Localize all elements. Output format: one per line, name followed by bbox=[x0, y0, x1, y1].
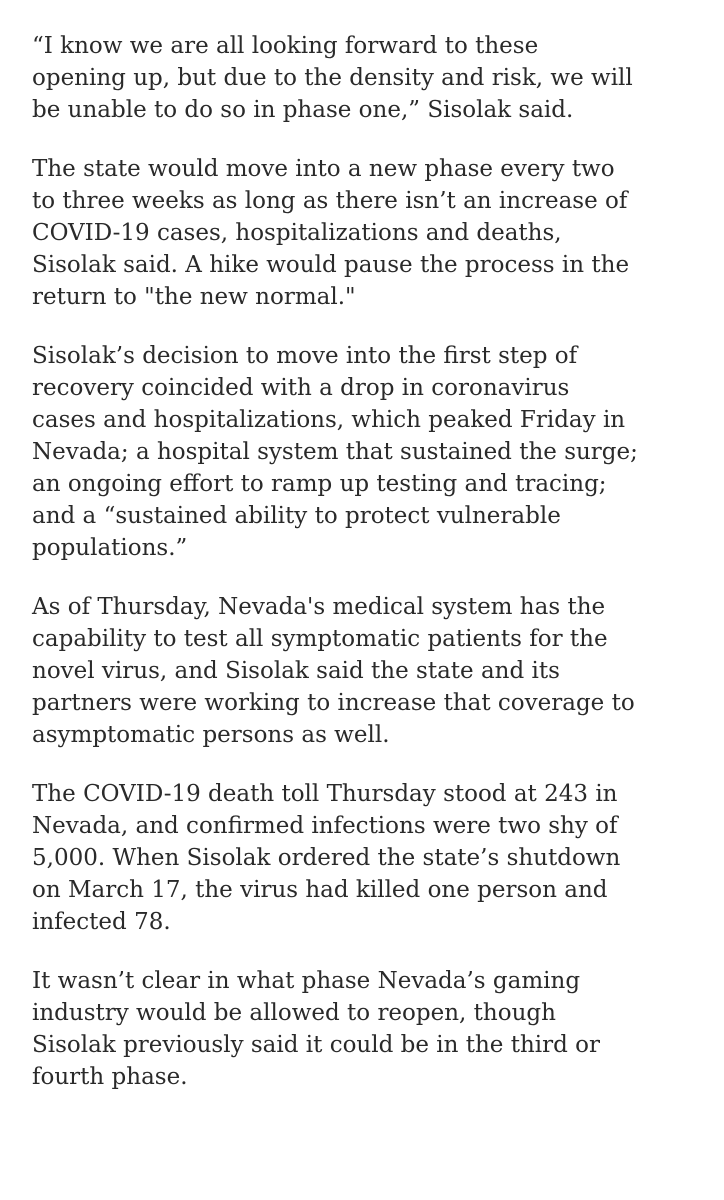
text-line: It wasn’t clear in what phase Nevada’s gaming bbox=[32, 968, 581, 994]
text-line: Sisolak’s decision to move into the first step of bbox=[32, 343, 578, 369]
article-paragraph bbox=[32, 30, 700, 126]
text-line: 5,000. When Sisolak ordered the state’s shutdown bbox=[32, 845, 621, 871]
text-line: industry would be allowed to reopen, though bbox=[32, 1000, 556, 1026]
text-line: asymptomatic persons as well. bbox=[32, 722, 390, 748]
text-line: and a “sustained ability to protect vulnerable bbox=[32, 503, 561, 529]
text-line: to three weeks as long as there isn’t an increase of bbox=[32, 188, 628, 214]
article-paragraph bbox=[32, 340, 700, 564]
text-line: recovery coincided with a drop in coronavirus bbox=[32, 375, 570, 401]
text-line: capability to test all symptomatic patients for the bbox=[32, 626, 608, 652]
text-line: be unable to do so in phase one,” Sisolak said. bbox=[32, 97, 574, 123]
text-line: return to "the new normal." bbox=[32, 284, 356, 310]
article-paragraph bbox=[32, 591, 700, 751]
text-line: Sisolak said. A hike would pause the process in the bbox=[32, 252, 630, 278]
article-paragraph bbox=[32, 153, 700, 313]
text-line: As of Thursday, Nevada's medical system has the bbox=[32, 594, 606, 620]
text-line: “I know we are all looking forward to these bbox=[32, 33, 539, 59]
text-line: COVID-19 cases, hospitalizations and deaths, bbox=[32, 220, 562, 246]
text-line: infected 78. bbox=[32, 909, 171, 935]
text-line: opening up, but due to the density and risk, we will bbox=[32, 65, 633, 91]
text-line: on March 17, the virus had killed one person and bbox=[32, 877, 608, 903]
article-paragraph bbox=[32, 778, 700, 938]
article-paragraph bbox=[32, 965, 700, 1093]
text-line: The state would move into a new phase every two bbox=[32, 156, 615, 182]
text-line: fourth phase. bbox=[32, 1064, 188, 1090]
text-line: cases and hospitalizations, which peaked Friday in bbox=[32, 407, 626, 433]
text-line: an ongoing effort to ramp up testing and tracing; bbox=[32, 471, 607, 497]
text-line: partners were working to increase that coverage to bbox=[32, 690, 635, 716]
text-line: populations.” bbox=[32, 535, 188, 561]
text-line: Sisolak previously said it could be in the third or bbox=[32, 1032, 601, 1058]
text-line: novel virus, and Sisolak said the state and its bbox=[32, 658, 560, 684]
text-line: The COVID-19 death toll Thursday stood at 243 in bbox=[32, 781, 618, 807]
text-line: Nevada; a hospital system that sustained the surge; bbox=[32, 439, 638, 465]
text-line: Nevada, and confirmed infections were two shy of bbox=[32, 813, 618, 839]
